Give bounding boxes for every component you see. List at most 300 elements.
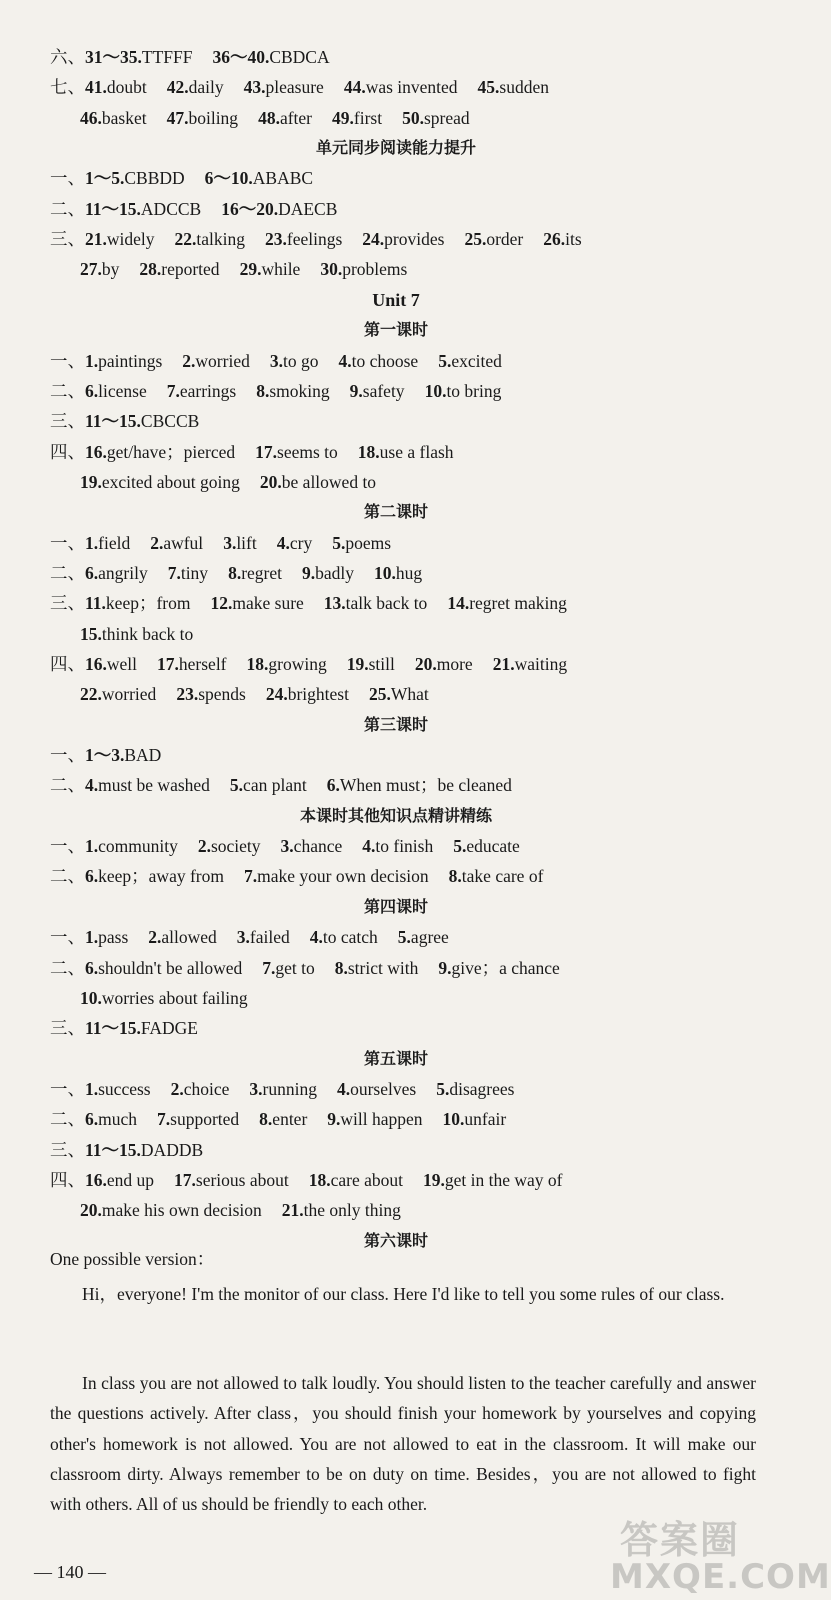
question-number: 24. xyxy=(362,229,385,250)
question-number: 47. xyxy=(166,107,189,128)
answer-text: ADCCB xyxy=(140,198,202,219)
answer-item xyxy=(436,1079,514,1099)
question-number: 3. xyxy=(280,836,294,857)
section-marker: 一、 xyxy=(50,1078,85,1099)
question-number: 29. xyxy=(239,259,262,280)
answer-text: get to xyxy=(275,957,315,978)
answer-text: pass xyxy=(98,927,129,948)
answer-item xyxy=(223,533,257,553)
answer-text: the only thing xyxy=(303,1200,401,1221)
answer-item xyxy=(80,1200,262,1220)
answer-text: awful xyxy=(163,532,204,553)
answer-text: hug xyxy=(395,562,423,583)
answer-line xyxy=(50,1168,772,1192)
question-number: 9. xyxy=(349,380,363,401)
answer-item xyxy=(350,381,405,401)
answer-line xyxy=(50,743,772,767)
question-number: 18. xyxy=(308,1169,331,1190)
answer-text: strict with xyxy=(347,957,419,978)
answer-item xyxy=(85,442,235,462)
question-number: 5. xyxy=(438,350,452,371)
answer-text: feelings xyxy=(286,229,343,250)
answer-text: pleasure xyxy=(265,77,324,98)
section-marker: 一、 xyxy=(50,168,85,189)
question-number: 3. xyxy=(236,927,250,948)
answer-item xyxy=(148,927,217,947)
answer-text: to choose xyxy=(351,350,419,371)
answer-item xyxy=(205,168,313,188)
question-number: 11～15. xyxy=(85,198,141,219)
answer-item xyxy=(362,229,444,249)
answer-item xyxy=(171,1079,230,1099)
question-number: 8. xyxy=(259,1109,273,1130)
answer-text: keep；from xyxy=(105,593,191,614)
question-number: 45. xyxy=(477,77,500,98)
answer-text: reported xyxy=(161,259,220,280)
answer-text: agree xyxy=(410,927,449,948)
answer-text: be allowed to xyxy=(281,471,377,492)
answer-text: worries about failing xyxy=(101,987,248,1008)
answer-item xyxy=(85,1109,137,1129)
question-number: 14. xyxy=(447,593,470,614)
answer-text: paintings xyxy=(98,350,163,371)
section-marker: 二、 xyxy=(50,957,85,978)
question-number: 21. xyxy=(492,654,515,674)
answer-line xyxy=(50,379,772,403)
question-number: 19. xyxy=(423,1169,445,1190)
answer-text: What xyxy=(390,684,429,705)
answer-line xyxy=(50,1107,772,1131)
answer-text: order xyxy=(486,229,524,250)
answer-item xyxy=(332,533,391,553)
answer-text: seems to xyxy=(277,441,338,462)
answer-text: FADGE xyxy=(140,1018,198,1039)
answer-item xyxy=(175,229,245,249)
question-number: 7. xyxy=(262,957,276,978)
answer-item xyxy=(85,775,210,795)
answer-text: poems xyxy=(345,532,392,553)
answer-text: make sure xyxy=(232,593,304,614)
question-number: 7. xyxy=(167,562,181,583)
answer-line xyxy=(50,925,772,949)
answer-item xyxy=(139,259,219,279)
answer-item xyxy=(374,563,422,583)
section-marker: 二、 xyxy=(50,775,85,796)
section-marker: 一、 xyxy=(50,745,85,766)
question-number: 9. xyxy=(438,957,452,978)
answer-item xyxy=(338,351,418,371)
answer-text: worried xyxy=(101,684,157,705)
answer-item xyxy=(447,593,567,613)
answer-item xyxy=(157,654,227,674)
question-number: 6～10. xyxy=(204,168,253,189)
question-number: 25. xyxy=(368,684,391,705)
answer-text: excited about going xyxy=(101,471,240,492)
answer-text: CBDCA xyxy=(269,47,330,67)
question-number: 21. xyxy=(281,1200,304,1221)
answer-item xyxy=(240,259,301,279)
answer-text: much xyxy=(98,1109,138,1130)
answer-item xyxy=(443,1109,507,1129)
answer-item xyxy=(176,684,246,704)
answer-item xyxy=(302,563,354,583)
answer-line xyxy=(50,864,772,888)
question-number: 20. xyxy=(259,471,282,492)
answer-text: to bring xyxy=(446,380,502,401)
question-number: 21. xyxy=(85,229,107,250)
answer-text: use a flash xyxy=(379,441,454,462)
answer-line xyxy=(50,45,772,69)
answer-text: unfair xyxy=(464,1109,507,1130)
answer-text: must be washed xyxy=(98,775,210,796)
answer-item xyxy=(80,684,156,704)
section-marker: 四、 xyxy=(50,441,85,462)
answer-text: license xyxy=(98,380,147,401)
answer-text: after xyxy=(279,107,312,128)
answer-text: shouldn't be allowed xyxy=(98,957,243,978)
answer-item xyxy=(347,654,395,674)
answer-item xyxy=(362,836,433,856)
section-marker: 一、 xyxy=(50,836,85,857)
question-number: 41. xyxy=(85,77,107,98)
answer-text: choice xyxy=(183,1078,230,1099)
section-marker: 一、 xyxy=(50,350,85,371)
answer-text: ourselves xyxy=(350,1078,417,1099)
question-number: 19. xyxy=(346,654,369,674)
answer-item xyxy=(167,381,237,401)
answer-item xyxy=(85,1079,151,1099)
answer-item xyxy=(320,259,407,279)
question-number: 36～40. xyxy=(212,47,270,67)
answer-item xyxy=(335,958,419,978)
answer-text: first xyxy=(353,107,383,128)
answer-text: cry xyxy=(289,532,313,553)
answer-item xyxy=(237,927,290,947)
answer-item xyxy=(244,866,429,886)
question-number: 5. xyxy=(397,927,411,948)
answer-item xyxy=(167,77,224,97)
answer-item xyxy=(277,533,312,553)
answer-item xyxy=(85,958,242,978)
answer-item xyxy=(423,1170,562,1190)
question-number: 18. xyxy=(357,441,380,462)
answer-text: allowed xyxy=(161,927,217,948)
answer-text: success xyxy=(98,1078,151,1099)
question-number: 27. xyxy=(80,259,102,280)
answer-item xyxy=(281,836,343,856)
answer-text: safety xyxy=(362,380,405,401)
essay-intro: One possible version： xyxy=(50,1249,215,1269)
answer-text: growing xyxy=(268,654,327,674)
answer-item xyxy=(262,958,315,978)
question-number: 50. xyxy=(402,107,424,128)
section-heading: 第五课时 xyxy=(363,1048,428,1068)
question-number: 6. xyxy=(85,562,99,583)
answer-text: supported xyxy=(170,1109,240,1130)
question-number: 9. xyxy=(327,1109,341,1130)
question-number: 5. xyxy=(436,1078,450,1099)
question-number: 1. xyxy=(85,532,99,553)
answer-text: herself xyxy=(178,654,227,674)
answer-line xyxy=(50,1138,772,1162)
question-number: 1～5. xyxy=(85,168,125,189)
answer-text: problems xyxy=(342,259,408,280)
question-number: 9. xyxy=(302,562,316,583)
question-number: 28. xyxy=(139,259,162,280)
question-number: 5. xyxy=(332,532,346,553)
answer-text: think back to xyxy=(101,623,194,644)
question-number: 20. xyxy=(80,1200,102,1221)
answer-item xyxy=(212,47,329,67)
answer-item xyxy=(260,472,376,492)
question-number: 10. xyxy=(442,1109,465,1130)
answer-line xyxy=(80,622,772,646)
answer-item xyxy=(247,654,327,674)
answer-text: get/have；pierced xyxy=(106,441,236,462)
question-number: 18. xyxy=(246,654,269,674)
answer-item xyxy=(174,1170,289,1190)
section-heading: 第六课时 xyxy=(363,1230,428,1250)
answer-item xyxy=(249,1079,317,1099)
answer-text: can plant xyxy=(243,775,307,796)
section-heading: 单元同步阅读能力提升 xyxy=(315,138,476,158)
answer-item xyxy=(80,988,248,1008)
question-number: 2. xyxy=(150,532,164,553)
answer-item xyxy=(150,533,203,553)
answer-text: field xyxy=(98,532,131,553)
watermark-logo xyxy=(590,1505,831,1600)
question-number: 10. xyxy=(374,562,396,583)
answer-text: failed xyxy=(249,927,290,948)
answer-text: serious about xyxy=(195,1169,289,1190)
answer-text: its xyxy=(565,229,582,250)
question-number: 8. xyxy=(228,562,242,583)
answer-item xyxy=(85,77,147,97)
answer-text: still xyxy=(368,654,395,674)
answer-line xyxy=(50,834,772,858)
question-number: 6. xyxy=(85,866,99,887)
question-number: 43. xyxy=(243,77,266,98)
section-heading: Unit 7 xyxy=(372,289,420,310)
answer-item xyxy=(157,1109,239,1129)
question-number: 8. xyxy=(448,866,462,887)
answer-text: care about xyxy=(330,1169,404,1190)
question-number: 11～15. xyxy=(85,411,141,432)
answer-item xyxy=(85,168,185,188)
answer-text: regret making xyxy=(469,593,567,614)
answer-line xyxy=(50,1077,772,1101)
question-number: 2. xyxy=(148,927,162,948)
essay-paragraph-2: In class you are not allowed to talk loudly. You should listen to the teacher carefully and answer the questions actively. After class，you should finish your homework by yourselves and copying other's homework is not allowed. You are not allowed to eat in the classroom. It will make our classroom dirty. Always remember to be on duty on time. Besides，you are not allowed to fight with others. All of us should be friendly to each other. xyxy=(50,1373,756,1515)
answer-item xyxy=(85,381,147,401)
question-number: 48. xyxy=(258,107,280,128)
answer-text: disagrees xyxy=(449,1078,515,1099)
answer-line xyxy=(50,409,772,433)
page-number: — 140 — xyxy=(34,1562,106,1582)
question-number: 6. xyxy=(85,957,99,978)
answer-line xyxy=(50,349,772,373)
answer-item xyxy=(337,1079,416,1099)
question-number: 5. xyxy=(229,775,244,796)
answer-item xyxy=(478,77,549,97)
question-number: 8. xyxy=(256,380,270,401)
answer-item xyxy=(85,745,161,765)
section-marker: 二、 xyxy=(50,198,85,219)
answer-item xyxy=(85,351,162,371)
answer-line xyxy=(50,531,772,555)
answer-item xyxy=(259,1109,307,1129)
section-marker: 三、 xyxy=(50,229,85,250)
answer-text: When must；be cleaned xyxy=(339,775,512,796)
answer-text: to catch xyxy=(322,927,378,948)
section-heading: 第一课时 xyxy=(363,320,428,340)
answer-text: well xyxy=(106,654,138,674)
answer-item xyxy=(332,108,382,128)
answer-text: earrings xyxy=(179,380,237,401)
answer-text: regret xyxy=(241,562,282,583)
answer-text: tiny xyxy=(180,562,209,583)
question-number: 30. xyxy=(320,259,343,280)
question-number: 44. xyxy=(343,77,366,98)
answer-line xyxy=(80,257,772,281)
section-heading: 本课时其他知识点精讲精练 xyxy=(299,805,492,825)
question-number: 7. xyxy=(166,380,180,401)
answer-text: doubt xyxy=(106,77,147,98)
answer-text: educate xyxy=(466,836,520,857)
answer-text: talking xyxy=(196,229,245,250)
question-number: 1. xyxy=(85,350,99,371)
answer-text: get in the way of xyxy=(444,1169,563,1190)
answer-line xyxy=(50,956,772,980)
question-number: 22. xyxy=(80,684,102,705)
question-number: 7. xyxy=(243,866,258,887)
answer-text: angrily xyxy=(98,562,148,583)
question-number: 7. xyxy=(157,1109,171,1130)
question-number: 23. xyxy=(176,684,199,705)
answer-item xyxy=(256,381,329,401)
question-number: 3. xyxy=(269,350,283,371)
question-number: 16～20. xyxy=(221,198,279,219)
answer-text: badly xyxy=(315,562,355,583)
answer-item xyxy=(493,654,567,674)
answer-line xyxy=(80,1198,772,1222)
answer-item xyxy=(309,1170,403,1190)
question-number: 4. xyxy=(85,775,99,796)
section-marker: 七、 xyxy=(50,77,85,98)
question-number: 16. xyxy=(85,441,107,462)
answer-line xyxy=(80,106,772,130)
answer-item xyxy=(230,775,307,795)
answer-item xyxy=(310,927,378,947)
answer-item xyxy=(425,381,502,401)
question-number: 49. xyxy=(332,107,354,128)
answer-item xyxy=(270,351,319,371)
question-number: 23. xyxy=(265,229,287,250)
answer-text: TTFFF xyxy=(141,47,193,67)
section-marker: 六、 xyxy=(50,47,85,67)
answer-item xyxy=(324,593,428,613)
answer-item xyxy=(438,351,502,371)
question-number: 2. xyxy=(197,836,211,857)
answer-text: will happen xyxy=(340,1109,423,1130)
answer-text: lift xyxy=(236,532,257,553)
section-heading: 第四课时 xyxy=(363,896,428,916)
question-number: 19. xyxy=(80,471,102,492)
question-number: 10. xyxy=(424,380,447,401)
answer-item xyxy=(369,684,429,704)
answer-text: was invented xyxy=(365,77,458,98)
answer-item xyxy=(255,442,338,462)
section-heading: 第三课时 xyxy=(363,714,428,734)
question-number: 4. xyxy=(362,836,376,857)
answer-text: while xyxy=(261,259,301,280)
answer-item xyxy=(85,1018,198,1038)
answer-text: to go xyxy=(282,350,319,371)
question-number: 10. xyxy=(80,987,102,1008)
question-number: 4. xyxy=(336,1078,351,1099)
answer-text: DAECB xyxy=(278,198,338,219)
answer-text: BAD xyxy=(124,745,162,766)
answer-line xyxy=(50,1016,772,1040)
question-number: 25. xyxy=(464,229,487,250)
question-number: 6. xyxy=(85,1109,99,1130)
answer-text: give；a chance xyxy=(451,957,560,978)
question-number: 1～3. xyxy=(85,745,125,766)
question-number: 26. xyxy=(543,229,566,250)
answer-item xyxy=(85,411,199,431)
answer-text: chance xyxy=(293,836,343,857)
answer-text: worried xyxy=(195,350,250,371)
question-number: 4. xyxy=(338,350,352,371)
question-number: 17. xyxy=(157,654,179,674)
answer-item xyxy=(266,684,349,704)
section-marker: 二、 xyxy=(50,562,85,583)
question-number: 17. xyxy=(174,1169,196,1190)
answer-text: by xyxy=(101,259,120,280)
answer-item xyxy=(282,1200,401,1220)
question-number: 3. xyxy=(249,1078,263,1099)
answer-item xyxy=(453,836,520,856)
answer-item xyxy=(210,593,303,613)
answer-text: DADDB xyxy=(140,1139,204,1160)
question-number: 1. xyxy=(85,836,99,857)
question-number: 5. xyxy=(453,836,467,857)
section-marker: 三、 xyxy=(50,593,85,614)
answer-text: to finish xyxy=(375,836,434,857)
answer-item xyxy=(80,624,193,644)
answer-item xyxy=(85,593,190,613)
essay-paragraph-1: Hi，everyone! I'm the monitor of our class. Here I'd like to tell you some rules of our class. xyxy=(82,1284,725,1304)
question-number: 12. xyxy=(210,593,233,614)
question-number: 16. xyxy=(85,1169,107,1190)
section-marker: 三、 xyxy=(50,1018,85,1039)
answer-item xyxy=(265,229,342,249)
answer-text: excited xyxy=(451,350,502,371)
answer-text: talk back to xyxy=(345,593,428,614)
answer-item xyxy=(85,927,128,947)
answer-item xyxy=(358,442,454,462)
question-number: 4. xyxy=(276,532,290,553)
answer-text: ABABC xyxy=(252,168,314,189)
answer-text: widely xyxy=(106,229,155,250)
question-number: 11. xyxy=(85,593,106,614)
section-marker: 四、 xyxy=(50,654,85,674)
answer-item xyxy=(85,199,201,219)
answer-item xyxy=(85,229,155,249)
answer-line xyxy=(50,440,772,464)
answer-text: sudden xyxy=(499,77,549,98)
answer-item xyxy=(464,229,523,249)
